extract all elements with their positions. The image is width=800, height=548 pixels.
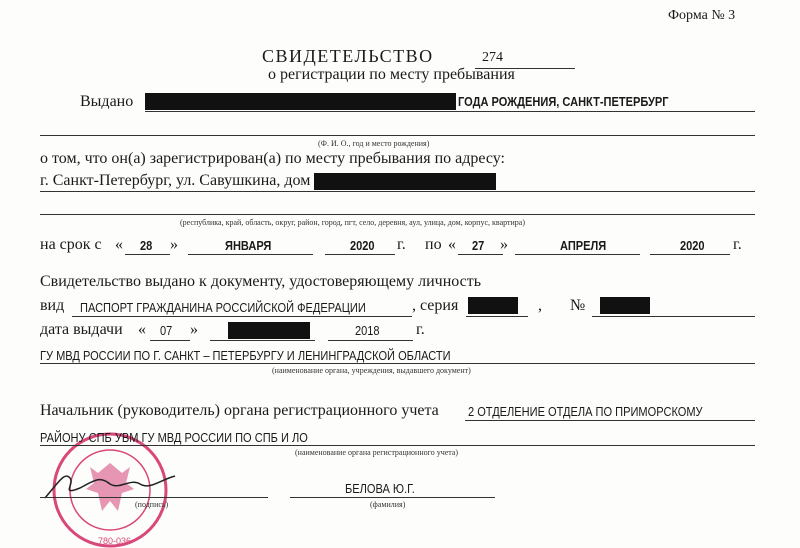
issue-day: 07 (160, 323, 173, 338)
issue-date-label: дата выдачи (40, 321, 123, 338)
redacted-address (314, 173, 496, 190)
year-suffix: г. (416, 321, 425, 338)
redacted-name (145, 93, 456, 110)
address-value: г. Санкт-Петербург, ул. Савушкина, дом (40, 172, 311, 189)
to-month: АПРЕЛЯ (560, 238, 607, 253)
document-heading: Свидетельство выдано к документу, удостоверяющему личность (40, 273, 482, 290)
from-month: ЯНВАРЯ (225, 238, 272, 253)
registration-text: о том, что он(а) зарегистрирован(а) по месту пребывания по адресу: (40, 150, 505, 167)
document-title: СВИДЕТЕЛЬСТВО (262, 46, 434, 66)
number-label: № (570, 297, 586, 314)
redacted-series (468, 297, 518, 314)
quote: « (115, 236, 123, 253)
doc-type-value: ПАСПОРТ ГРАЖДАНИНА РОССИЙСКОЙ ФЕДЕРАЦИИ (80, 300, 366, 315)
from-day: 28 (140, 238, 153, 253)
document-subtitle: о регистрации по месту пребывания (268, 66, 515, 83)
birth-info: ГОДА РОЖДЕНИЯ, САНКТ-ПЕТЕРБУРГ (458, 94, 669, 109)
redacted-number (600, 297, 650, 314)
authority-caption: (наименование органа регистрационного учета) (295, 448, 459, 457)
quote: » (500, 236, 508, 253)
issuer-caption: (наименование органа, учреждения, выдавшего документ) (272, 366, 471, 375)
term-from-label: на срок с (40, 236, 102, 253)
issuer: ГУ МВД РОССИИ ПО Г. САНКТ – ПЕТЕРБУРГУ И ЛЕНИНГРАДСКОЙ ОБЛАСТИ (40, 348, 451, 363)
signature (40, 470, 180, 500)
series-label: , серия (412, 297, 459, 314)
name-caption: (Ф. И. О., год и место рождения) (318, 139, 430, 148)
to-year: 2020 (680, 238, 705, 253)
from-year: 2020 (350, 238, 375, 253)
issue-year: 2018 (355, 323, 380, 338)
address-row (40, 172, 496, 190)
comma: , (538, 297, 542, 314)
year-suffix: г. (397, 236, 406, 253)
quote: » (170, 236, 178, 253)
quote: « (138, 321, 146, 338)
to-day: 27 (472, 238, 485, 253)
form-number: Форма № 3 (668, 8, 736, 23)
address-caption: (республика, край, область, округ, район, город, пгт, село, деревня, аул, улица, дом, корпус, квартира) (180, 218, 526, 227)
quote: » (190, 321, 198, 338)
authority-line-1: 2 ОТДЕЛЕНИЕ ОТДЕЛА ПО ПРИМОРСКОМУ (468, 404, 703, 419)
term-to-label: по (425, 236, 442, 253)
signature-caption: (подпись) (135, 500, 169, 509)
year-suffix: г. (733, 236, 742, 253)
surname: БЕЛОВА Ю.Г. (345, 481, 415, 496)
quote: « (448, 236, 456, 253)
redacted-issue-month (228, 322, 310, 339)
certificate-number: 274 (482, 50, 503, 65)
doc-type-label: вид (40, 297, 65, 314)
surname-caption: (фамилия) (370, 500, 406, 509)
authority-line-2: РАЙОНУ СПБ УВМ ГУ МВД РОССИИ ПО СПБ И ЛО (40, 430, 308, 445)
stamp-number: 780-036 (98, 536, 132, 546)
authority-label: Начальник (руководитель) органа регистрационного учета (40, 402, 439, 419)
issued-label: Выдано (80, 93, 134, 110)
